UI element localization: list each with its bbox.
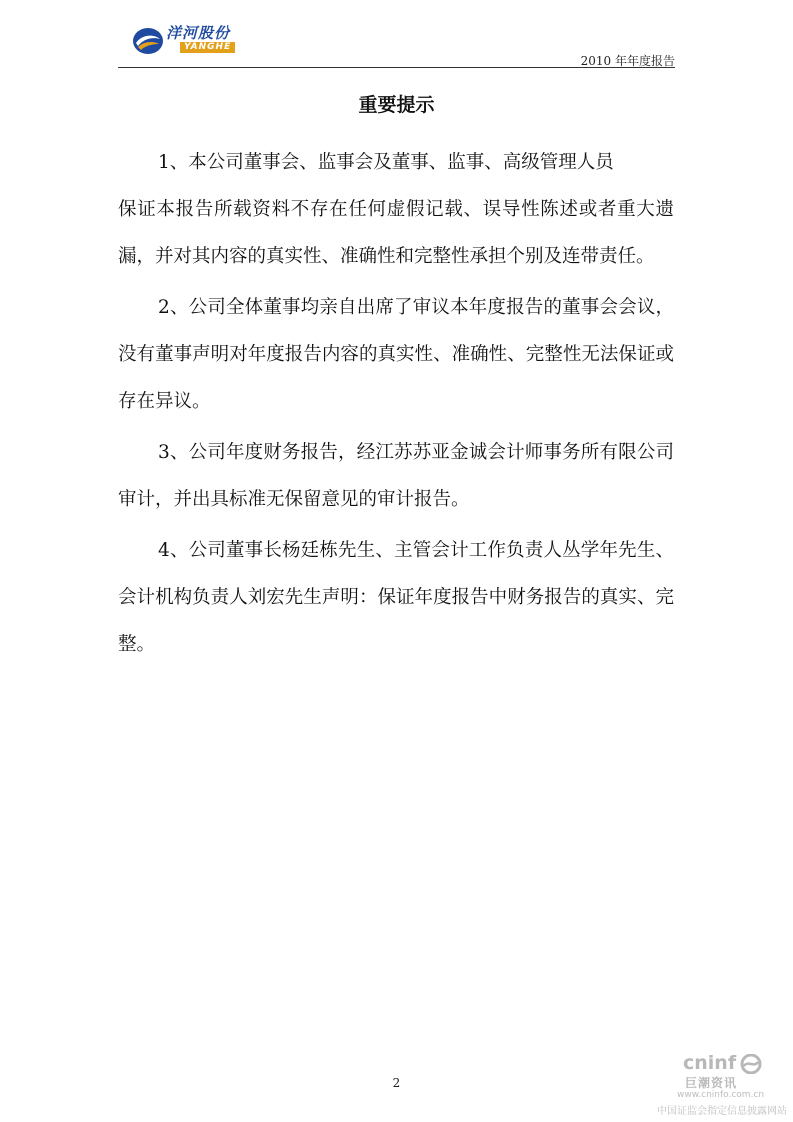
notice-item-1-lead: 1、本公司董事会、监事会及董事、监事、高级管理人员 [158,152,614,173]
cninfo-watermark [655,1052,790,1118]
notice-item-3: 3、公司年度财务报告，经江苏苏亚金诚会计师事务所有限公司审计，并出具标准无保留意见的审计报告。 [118,442,674,510]
report-label: 2010 年年度报告 [580,54,675,68]
notice-item-2: 2、公司全体董事均亲自出席了审议本年度报告的董事会会议，没有董事声明对年度报告内容的真实性、准确性、完整性无法保证或存在异议。 [118,297,674,412]
notice-item-4: 4、公司董事长杨廷栋先生、主管会计工作负责人丛学年先生、会计机构负责人刘宏先生声明：保证年度报告中财务报告的真实、完整。 [118,540,674,655]
cninfo-chinese-name: 巨潮资讯 [685,1076,738,1090]
cninfo-url: www.cninfo.com.cn [677,1090,765,1100]
header-divider [118,67,675,68]
page-header [118,22,675,66]
cninfo-swirl-icon [739,1054,763,1074]
logo-english-name: YANGHE [180,42,235,53]
cninfo-brand-text: cninf [683,1052,737,1074]
page-number: 2 [392,1076,401,1090]
yanghe-logo-icon [132,26,164,56]
logo-chinese-name: 洋河股份 [166,24,231,42]
page-title: 重要提示 [358,94,435,116]
cninfo-tagline: 中国证监会指定信息披露网站 [657,1106,787,1117]
notice-item-1-body: 保证本报告所载资料不存在任何虚假记载、误导性陈述或者重大遗漏，并对其内容的真实性、准确性和完整性承担个别及连带责任。 [118,199,674,267]
company-logo [132,22,252,60]
notice-body [118,139,674,672]
